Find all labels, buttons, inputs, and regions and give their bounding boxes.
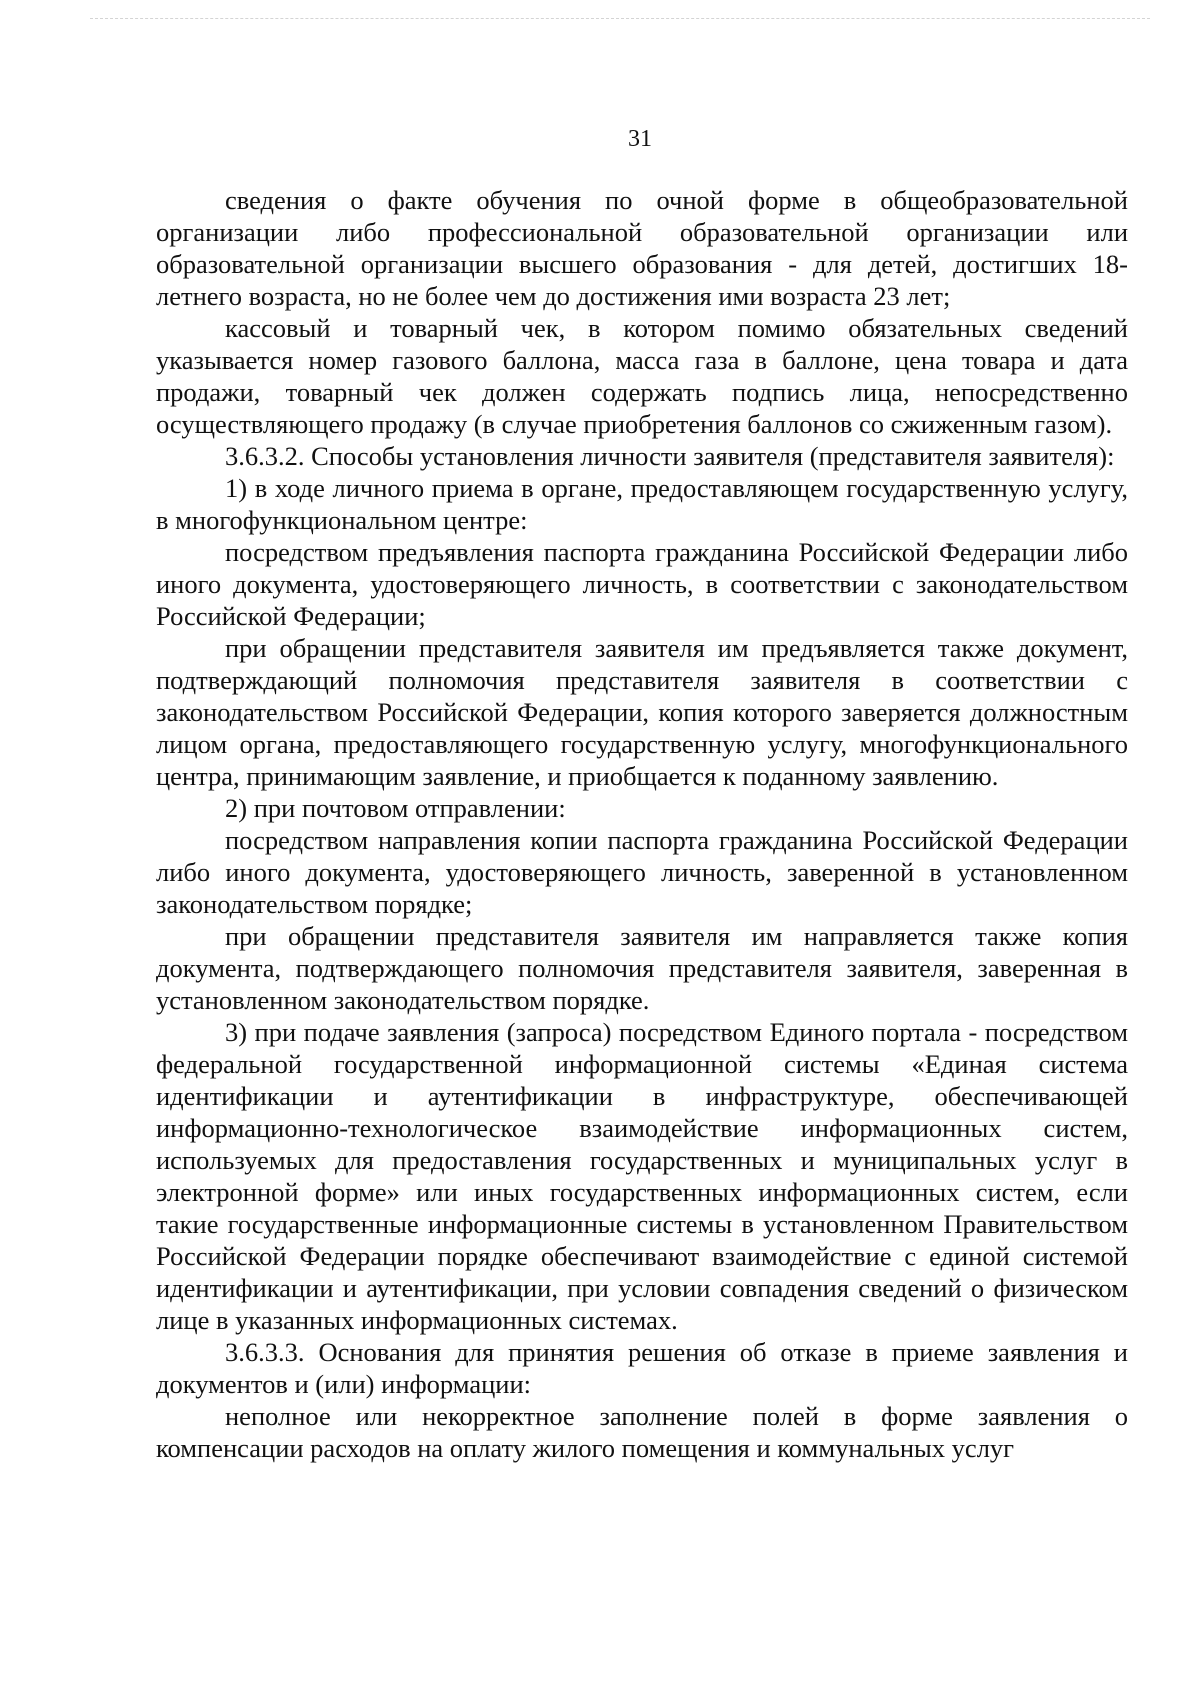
paragraph: 3.6.3.2. Способы установления личности заявителя (представителя заявителя): — [225, 441, 1115, 471]
paragraph: 1) в ходе личного приема в органе, предоставляющем государственную услугу, в многофункциональном центре: — [156, 473, 1128, 535]
paragraph: 2) при почтовом отправлении: — [225, 793, 566, 823]
paragraph: кассовый и товарный чек, в котором помимо обязательных сведений указывается номер газового баллона, масса газа в баллоне, цена товара и дата продажи, товарный чек должен содержать подпись лица, непосредственно осуществляющего продажу (в случае приобретения баллонов со сжиженным газом). — [156, 313, 1128, 439]
page-number: 31 — [628, 126, 652, 152]
paragraph: неполное или некорректное заполнение полей в форме заявления о компенсации расходов на оплату жилого помещения и коммунальных услуг — [156, 1401, 1128, 1463]
paragraph: сведения о факте обучения по очной форме в общеобразовательной организации либо профессиональной образовательной организации или образовательной организации высшего образования - для детей, достигших 18-летнего возраста, но не более чем до достижения ими возраста 23 лет; — [156, 185, 1128, 311]
paragraph: при обращении представителя заявителя им предъявляется также документ, подтверждающий полномочия представителя заявителя в соответствии с законодательством Российской Федерации, копия которого заверяется должностным лицом органа, предоставляющего государственную услугу, многофункционального центра, принимающим заявление, и приобщается к поданному заявлению. — [156, 633, 1128, 791]
paragraph: посредством предъявления паспорта гражданина Российской Федерации либо иного документа, удостоверяющего личность, в соответствии с законодательством Российской Федерации; — [156, 537, 1128, 631]
scan-edge-line — [90, 18, 1150, 19]
paragraph: при обращении представителя заявителя им направляется также копия документа, подтверждающего полномочия представителя заявителя, заверенная в установленном законодательством порядке. — [156, 921, 1128, 1015]
paragraph: посредством направления копии паспорта гражданина Российской Федерации либо иного документа, удостоверяющего личность, заверенной в установленном законодательством порядке; — [156, 825, 1128, 919]
paragraph: 3.6.3.3. Основания для принятия решения об отказе в приеме заявления и документов и (или) информации: — [156, 1337, 1128, 1399]
document-body — [156, 184, 1128, 1464]
paragraph: 3) при подаче заявления (запроса) посредством Единого портала - посредством федеральной государственной информационной системы «Единая система идентификации и аутентификации в инфраструктуре, обеспечивающей информационно-технологическое взаимодействие информационных систем, используемых для предоставления государственных и муниципальных услуг в электронной форме» или иных государственных информационных систем, если такие государственные информационные системы в установленном Правительством Российской Федерации порядке обеспечивают взаимодействие с единой системой идентификации и аутентификации, при условии совпадения сведений о физическом лице в указанных информационных системах. — [156, 1017, 1128, 1335]
